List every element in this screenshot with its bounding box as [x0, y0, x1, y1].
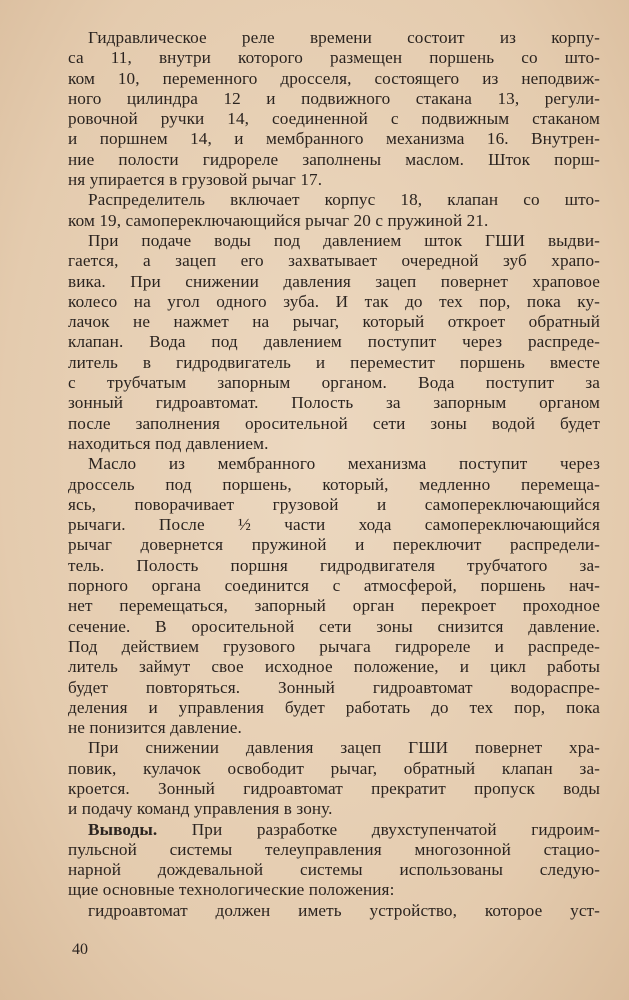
text-line: [68, 678, 600, 698]
line-text: сечение. В оросительной сети зоны снизится давление.: [68, 616, 600, 636]
text-line: [68, 698, 600, 718]
text-line: [68, 657, 600, 677]
line-text: гается, а зацеп его захватывает очередной зуб храпо-: [68, 251, 600, 271]
text-line: [68, 150, 600, 170]
text-line: [68, 799, 600, 819]
line-text: ня упирается в грузовой рычаг 17.: [68, 170, 323, 190]
line-text: Распределитель включает корпус 18, клапан со што-: [88, 190, 600, 210]
text-line: [68, 495, 600, 515]
line-text: Гидравлическое реле времени состоит из корпу-: [88, 28, 600, 47]
text-line: [68, 840, 600, 860]
line-text: Масло из мембранного механизма поступит через: [88, 454, 600, 474]
line-text: зонный гидроавтомат. Полость за запорным органом: [68, 393, 600, 413]
line-text: ясь, поворачивает грузовой и самопереключающийся: [68, 494, 600, 514]
line-text: рычаги. После ½ части хода самопереключающийся: [68, 515, 600, 535]
line-text: тель. Полость поршня гидродвигателя трубчатого за-: [68, 555, 600, 575]
text-line: [68, 596, 600, 616]
line-text: дроссель под поршень, который, медленно перемеща-: [68, 474, 600, 494]
text-line: [68, 373, 600, 393]
line-text: литель в гидродвигатель и переместит поршень вместе: [68, 352, 600, 372]
bold-heading: Выводы.: [88, 819, 158, 839]
text-line: [68, 454, 600, 474]
line-text: ного цилиндра 12 и подвижного стакана 13, регули-: [68, 88, 600, 108]
text-line: [68, 759, 600, 779]
text-line: [68, 109, 600, 129]
line-text: кроется. Зонный гидроавтомат прекратит пропуск воды: [68, 778, 600, 798]
page-number: 40: [72, 941, 88, 958]
line-text: после заполнения оросительной сети зоны водой будет: [68, 413, 600, 433]
line-text: щие основные технологические положения:: [68, 880, 395, 900]
text-line: [68, 901, 600, 921]
line-text: рычаг довернется пружиной и переключит распредели-: [68, 535, 600, 555]
line-text: клапан. Вода под давлением поступит через распреде-: [68, 332, 600, 352]
text-line: [68, 28, 600, 48]
line-text: ние полости гидрореле заполнены маслом. Шток порш-: [68, 149, 600, 169]
line-text: и подачу команд управления в зону.: [68, 799, 333, 819]
text-line: [68, 718, 600, 738]
line-text: с трубчатым запорным органом. Вода поступит за: [68, 373, 600, 393]
text-line: [68, 251, 600, 271]
line-text: деления и управления будет работать до тех пор, пока: [68, 697, 600, 717]
line-text: са 11, внутри которого размещен поршень со што-: [68, 48, 600, 68]
text-line: [68, 353, 600, 373]
line-text: вика. При снижении давления зацеп повернет храповое: [68, 271, 600, 291]
text-line: [68, 779, 600, 799]
line-text: будет повторяться. Зонный гидроавтомат водораспре-: [68, 677, 600, 697]
text-line: [68, 738, 600, 758]
text-line: [68, 637, 600, 657]
line-text: нарной дождевальной системы использованы следую-: [68, 860, 600, 880]
text-line: [68, 414, 600, 434]
text-line: [68, 515, 600, 535]
line-text: Под действием грузового рычага гидрореле и распреде-: [68, 636, 600, 656]
line-text: литель займут свое исходное положение, и цикл работы: [68, 657, 600, 677]
text-line: [68, 332, 600, 352]
text-line: [68, 576, 600, 596]
text-line: [68, 170, 600, 190]
line-text: лачок не нажмет на рычаг, который откроет обратный: [68, 312, 600, 332]
text-line: [68, 292, 600, 312]
text-line: [68, 880, 600, 900]
line-text: При подаче воды под давлением шток ГШИ выдви-: [88, 230, 600, 250]
text-line: [68, 272, 600, 292]
line-text: гидроавтомат должен иметь устройство, которое уст-: [88, 900, 600, 920]
line-text: При снижении давления зацеп ГШИ повернет хра-: [88, 738, 600, 758]
text-line: [68, 312, 600, 332]
text-line: [68, 475, 600, 495]
text-line: [68, 434, 600, 454]
text-line: [68, 48, 600, 68]
line-text: колесо на угол одного зуба. И так до тех пор, пока ку-: [68, 291, 600, 311]
text-line: [68, 231, 600, 251]
line-text: При разработке двухступенчатой гидроим-: [157, 819, 600, 839]
text-line: [68, 129, 600, 149]
line-text: ком 19, самопереключающийся рычаг 20 с пружиной 21.: [68, 210, 489, 230]
text-line: [68, 820, 600, 840]
text-line: [68, 393, 600, 413]
line-text: пульсной системы телеуправления многозонной стацио-: [68, 839, 600, 859]
text-line: [68, 617, 600, 637]
text-line: [68, 860, 600, 880]
text-line: [68, 535, 600, 555]
line-text: находиться под давлением.: [68, 433, 269, 453]
body-text: [68, 28, 600, 921]
line-text: нет перемещаться, запорный орган перекроет проходное: [68, 596, 600, 616]
line-text: не понизится давление.: [68, 718, 242, 738]
text-line: [68, 211, 600, 231]
line-text: и поршнем 14, и мембранного механизма 16. Внутрен-: [68, 129, 600, 149]
text-line: [68, 89, 600, 109]
line-text: повик, кулачок освободит рычаг, обратный клапан за-: [68, 758, 600, 778]
line-text: порного органа соединится с атмосферой, поршень нач-: [68, 576, 600, 596]
line-text: ровочной ручки 14, соединенной с подвижным стаканом: [68, 109, 600, 129]
line-text: ком 10, переменного дросселя, состоящего из неподвиж-: [68, 68, 600, 88]
text-line: [68, 556, 600, 576]
text-line: [68, 69, 600, 89]
text-line: [68, 190, 600, 210]
